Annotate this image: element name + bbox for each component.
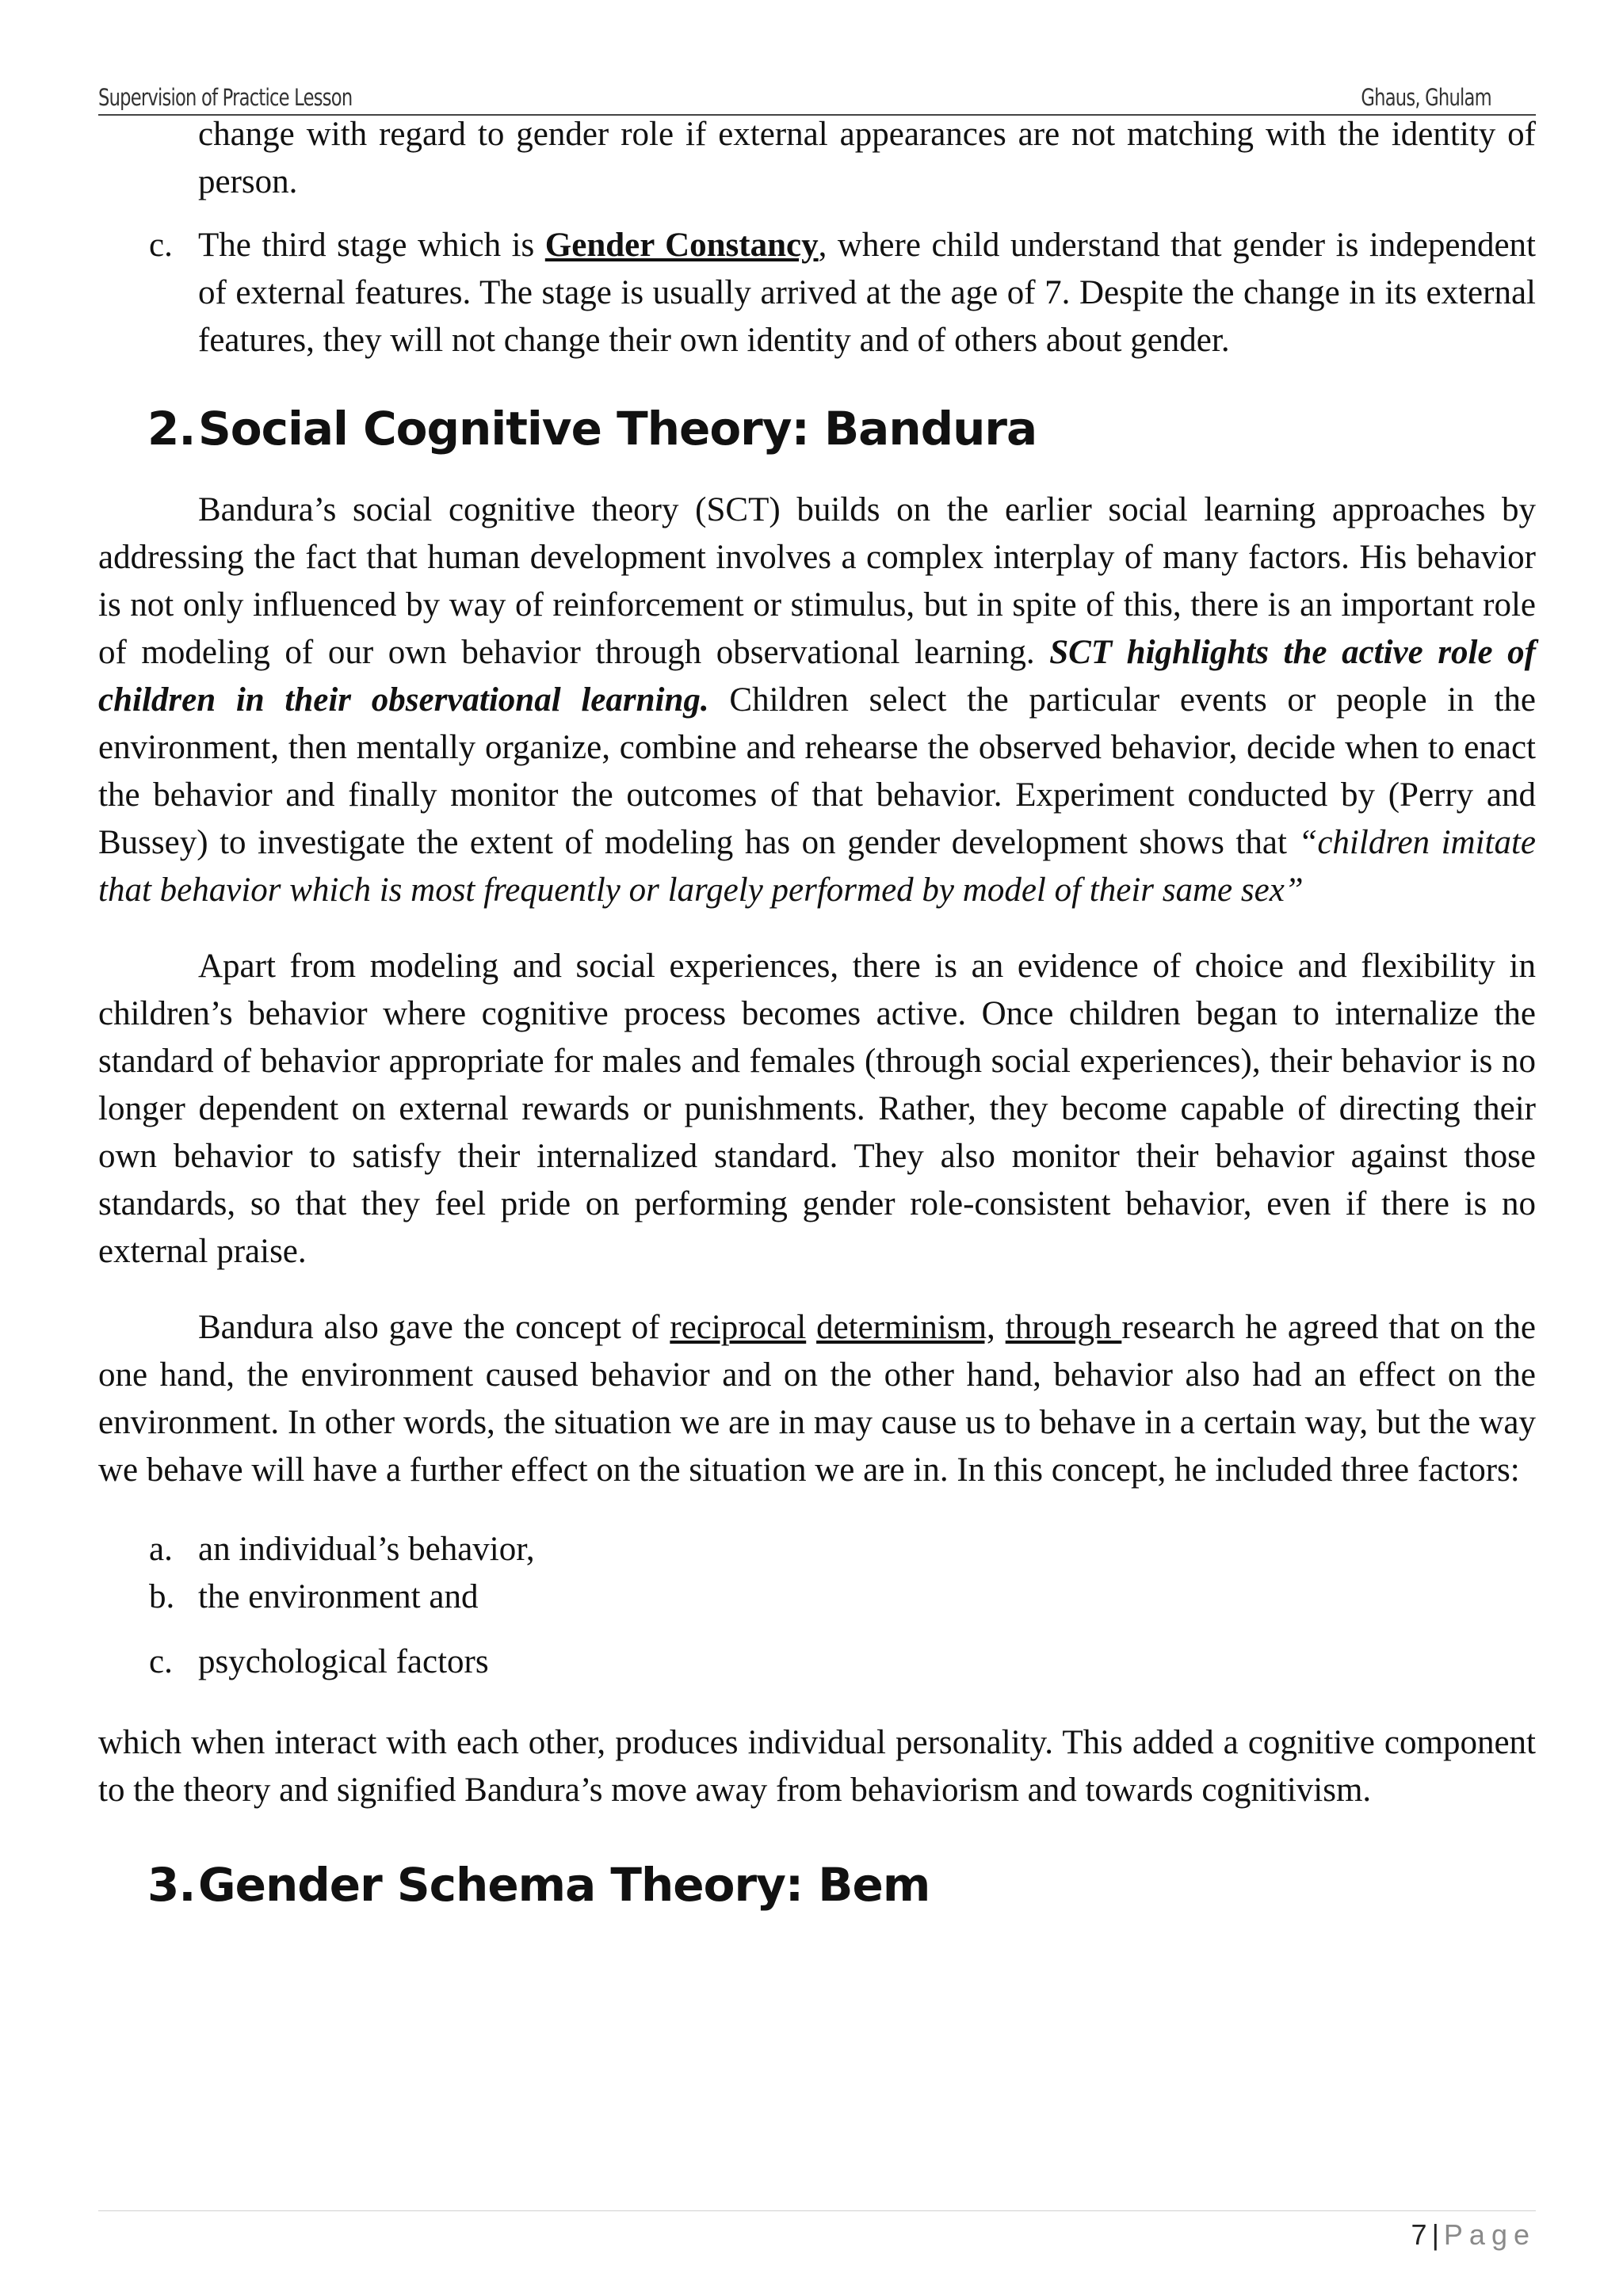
quote-text: “children imitate that behavior which is most frequently or largely performed by model of their same sex” [98, 824, 1536, 909]
paragraph-sct [98, 486, 1536, 914]
paragraph-conclusion: which when interact with each other, produces individual personality. This added a cognitive component to the theory and signified Bandura’s move away from behaviorism and towards cognitivism. [98, 1724, 1536, 1809]
section-title: Social Cognitive Theory: Bandura [198, 402, 1037, 456]
section-heading-social-cognitive [98, 401, 1536, 456]
list-item-text-suffix: , where child understand that gender is independent of external features. The stage is usually arrived at the age of 7. Despite the change in its external features, they will not change their own identity and of others about gender. [198, 227, 1537, 359]
header-author: Ghaus, Ghulam [1361, 84, 1491, 111]
term-gender-constancy: Gender Constancy [544, 227, 819, 264]
list-item-text-prefix: The third stage which is [198, 227, 545, 264]
page-label: Page [1443, 2218, 1536, 2251]
section-number: 3. [147, 1858, 196, 1912]
page-body [98, 111, 1536, 1913]
paragraph-text: Children select the particular events or people in the environment, then mentally organize, combine and rehearse the observed behavior, decide when to enact the behavior and finally monitor the outcomes of that behavior. Experiment conducted by (Perry and Bussey) to investigate the extent of modeling has on gender development shows that [98, 681, 1536, 861]
list-item [98, 1638, 1536, 1686]
page-number: 7 [1411, 2218, 1427, 2251]
continuation-text: change with regard to gender role if external appearances are not matching with the identity of person. [198, 116, 1536, 200]
section-heading-gender-schema [98, 1857, 1536, 1913]
paragraph-flexibility: Apart from modeling and social experiences, there is an evidence of choice and flexibility in children’s behavior where cognitive process becomes active. Once children began to internalize the standard of behavior appropriate for males and females (through social experiences), their behavior is no longer dependent on external rewards or punishments. Rather, they become capable of directing their own behavior to satisfy their internalized standard. They also monitor their behavior against those standards, so that they feel pride on performing gender role-consistent behavior, even if there is no external praise. [98, 948, 1536, 1270]
underlined-word: reciprocal [670, 1309, 807, 1346]
factors-list [98, 1526, 1536, 1686]
list-item [98, 1526, 1536, 1573]
section-title: Gender Schema Theory: Bem [198, 1858, 930, 1912]
page-header [98, 73, 1536, 116]
paragraph-text: Bandura’s social cognitive theory (SCT) builds on the earlier social learning approaches by addressing the fact that human development involves a complex interplay of many factors. His behavior is not only influenced by way of reinforcement or stimulus, but in spite of this, there is an important role of modeling of our own behavior through observational learning. [98, 491, 1536, 671]
page-footer [1411, 2218, 1536, 2252]
emphasis-text: SCT highlights the active role of children in their observational learning. [98, 634, 1536, 719]
paragraph-reciprocal-determinism [98, 1304, 1536, 1494]
footer-separator: | [1431, 2218, 1439, 2251]
list-item-text: psychological factors [198, 1643, 489, 1680]
underlined-word: determinism, [816, 1309, 995, 1346]
list-marker: a. [149, 1531, 173, 1568]
list-marker: b. [149, 1578, 175, 1615]
list-marker: c. [149, 1643, 173, 1680]
footer-divider [98, 2210, 1536, 2211]
section-number: 2. [147, 402, 196, 456]
list-item-text: an individual’s behavior, [198, 1531, 535, 1568]
paragraph-text: Bandura also gave the concept of [198, 1309, 670, 1346]
list-item [98, 1573, 1536, 1621]
paragraph-text: research he agreed that on the one hand, the environment caused behavior and on the other hand, behavior also had an effect on the environment. In other words, the situation we are in may cause us to behave in a certain way, but the way we behave will have a further effect on the situation we are in. In this concept, he included three factors: [98, 1309, 1537, 1489]
list-item-gender-constancy [98, 222, 1536, 364]
underlined-word: through [1005, 1309, 1122, 1346]
list-item-text: the environment and [198, 1578, 479, 1615]
list-marker: c. [149, 227, 173, 264]
header-document-title: Supervision of Practice Lesson [98, 84, 353, 111]
